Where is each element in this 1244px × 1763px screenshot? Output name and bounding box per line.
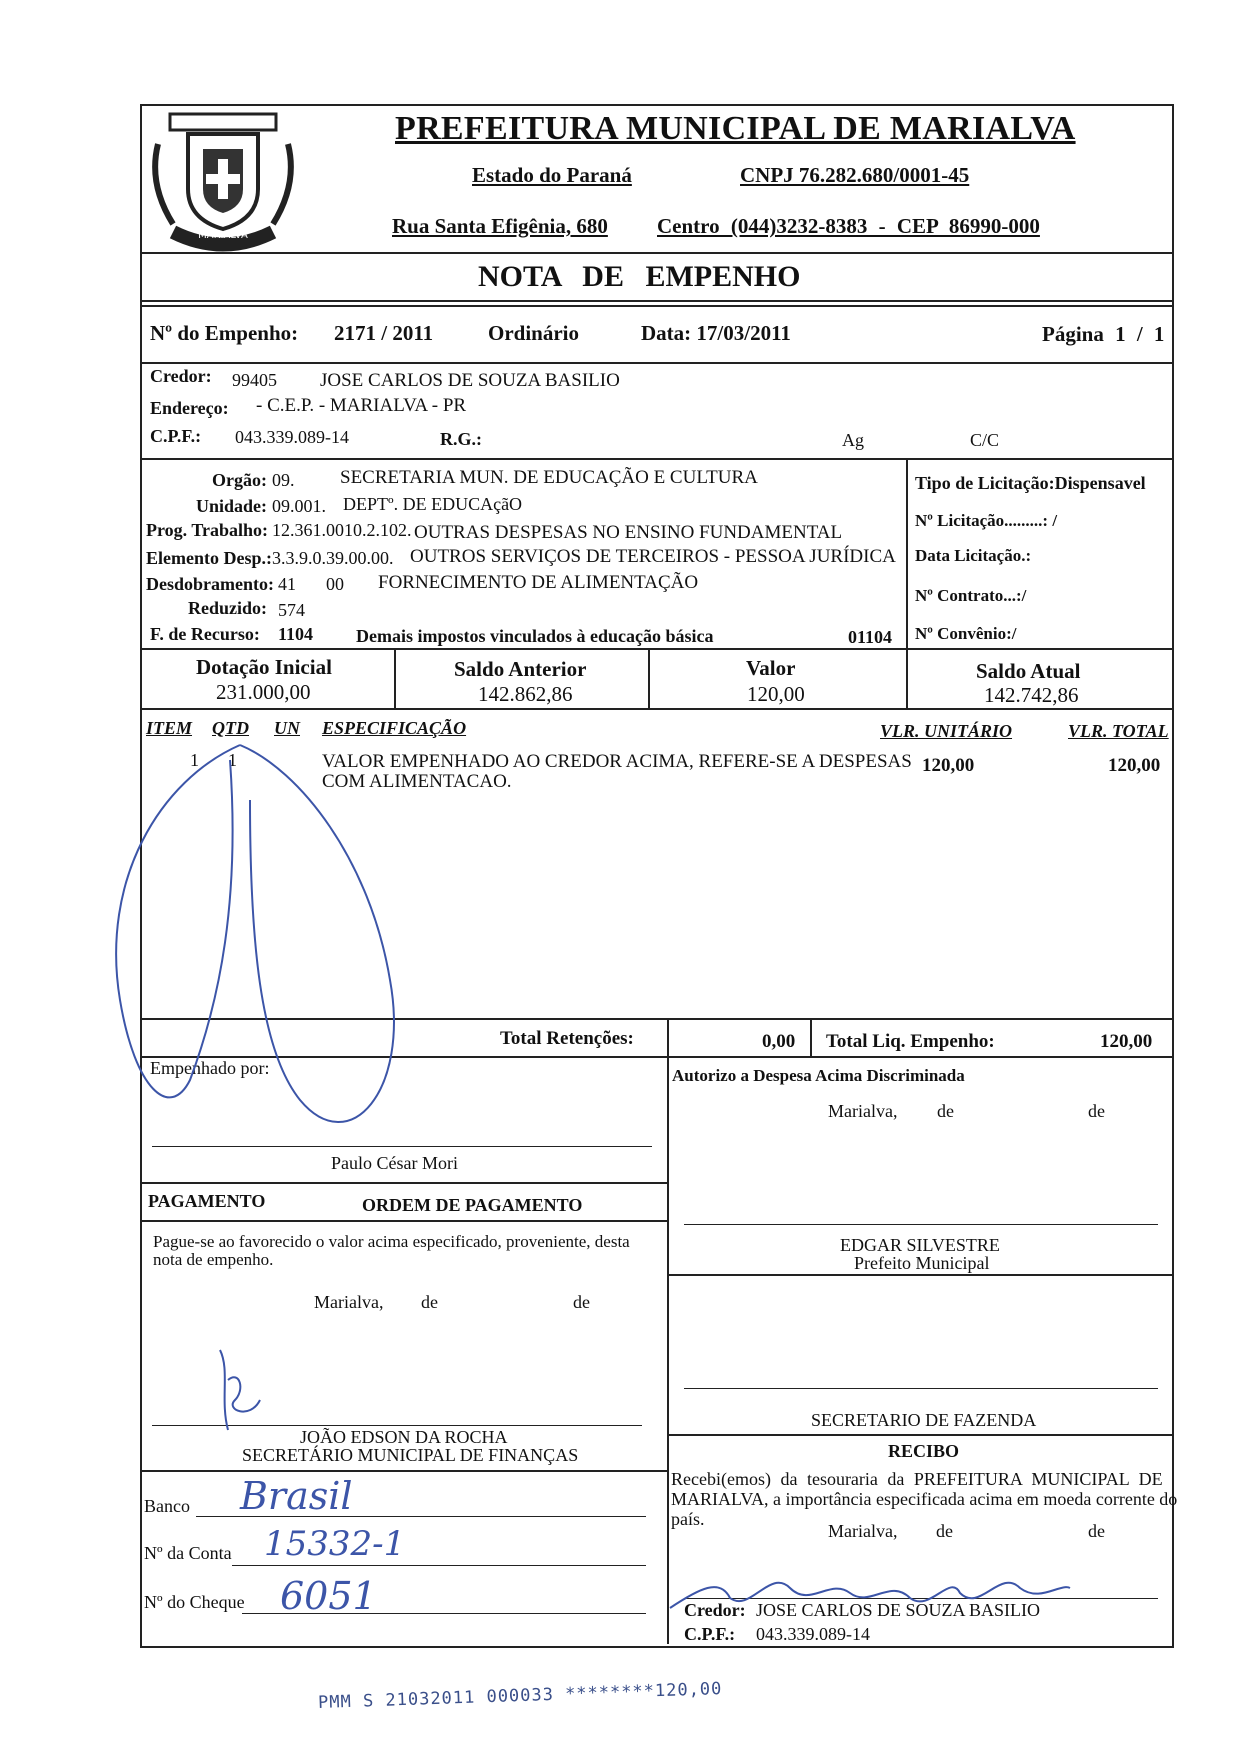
handwritten-banco: Brasil: [240, 1474, 353, 1518]
total-retencoes-label: Total Retenções:: [500, 1028, 634, 1049]
dotacao-value: 231.000,00: [216, 680, 311, 704]
col-un: UN: [274, 718, 300, 738]
valor-value: 120,00: [747, 682, 805, 706]
endereco-value: - C.E.P. - MARIALVA - PR: [256, 395, 467, 416]
numero-licitacao: Nº Licitação.........: /: [915, 511, 1058, 530]
ordem-pagamento-label: ORDEM DE PAGAMENTO: [362, 1195, 583, 1215]
processing-stamp: PMM S 21032011 000033 ********120,00: [317, 1678, 723, 1714]
rg-label: R.G.:: [440, 429, 482, 449]
document-title: NOTA DE EMPENHO: [478, 260, 801, 293]
empenho-number: 2171 / 2011: [334, 321, 434, 345]
handwritten-financas-signature: [210, 1340, 270, 1440]
ag-label: Ag: [842, 430, 864, 450]
reduzido-value: 574: [278, 600, 305, 620]
desdobramento-label: Desdobramento:: [146, 574, 274, 594]
endereco-label: Endereço:: [150, 398, 229, 418]
recibo-cpf-label: C.P.F.:: [684, 1624, 736, 1644]
prog-value: OUTRAS DESPESAS NO ENSINO FUNDAMENTAL: [414, 522, 843, 543]
total-liq-label: Total Liq. Empenho:: [826, 1031, 995, 1052]
fonte-code: 1104: [278, 624, 314, 644]
cpf-value: 043.339.089-14: [235, 427, 349, 447]
total-retencoes-value: 0,00: [762, 1031, 796, 1052]
cc-label: C/C: [970, 430, 1000, 450]
recibo-de2: de: [1088, 1521, 1105, 1541]
prog-label: Prog. Trabalho:: [146, 520, 269, 540]
saldo-atual-value: 142.742,86: [984, 683, 1079, 707]
cheque-label: Nº do Cheque: [144, 1592, 245, 1612]
cpf-label: C.P.F.:: [150, 426, 202, 446]
data-licitacao: Data Licitação.:: [915, 546, 1032, 565]
recibo-label: RECIBO: [888, 1441, 960, 1461]
page-number: Página 1 / 1: [1042, 322, 1165, 346]
row-vlr-total: 120,00: [1108, 755, 1161, 776]
municipal-crest: [148, 104, 298, 254]
banco-label: Banco: [144, 1496, 190, 1516]
unidade-code: 09.001.: [272, 496, 326, 516]
elemento-value: OUTROS SERVIÇOS DE TERCEIROS - PESSOA JURÍDICA: [410, 546, 896, 567]
desdobramento-value: FORNECIMENTO DE ALIMENTAÇÃO: [378, 572, 699, 593]
col-qtd: QTD: [212, 718, 249, 738]
saldo-anterior-label: Saldo Anterior: [454, 657, 587, 681]
recibo-text-1: Recebi(emos) da tesouraria da PREFEITURA MUNICIPAL DE: [671, 1469, 1163, 1489]
numero-contrato: Nº Contrato...:/: [915, 586, 1027, 605]
recibo-text-2: MARIALVA, a importância especificada acima em moeda corrente do: [671, 1489, 1178, 1509]
autorizo-de1: de: [937, 1101, 954, 1121]
pagamento-text-1: Pague-se ao favorecido o valor acima especificado, proveniente, desta: [153, 1232, 630, 1251]
financas-name: JOÃO EDSON DA ROCHA: [300, 1427, 508, 1447]
header-title: PREFEITURA MUNICIPAL DE MARIALVA: [395, 110, 1076, 147]
handwritten-credor-signature: [660, 1558, 1080, 1618]
handwritten-conta: 15332-1: [264, 1524, 406, 1564]
saldo-anterior-value: 142.862,86: [478, 682, 573, 706]
col-especificacao: ESPECIFICAÇÃO: [322, 718, 467, 738]
recibo-cpf-value: 043.339.089-14: [756, 1624, 870, 1644]
row-espec-line1: VALOR EMPENHADO AO CREDOR ACIMA, REFERE-SE A DESPESAS: [322, 751, 912, 772]
fonte-code2: 01104: [848, 627, 893, 647]
svg-text:MARIALVA: MARIALVA: [198, 230, 248, 241]
total-liq-value: 120,00: [1100, 1031, 1153, 1052]
col-vlr-total: VLR. TOTAL: [1068, 721, 1169, 741]
orgao-value: SECRETARIA MUN. DE EDUCAÇÃO E CULTURA: [340, 467, 758, 488]
prefeito-name: EDGAR SILVESTRE: [840, 1235, 1000, 1255]
unidade-label: Unidade:: [196, 496, 268, 516]
header-cnpj: CNPJ 76.282.680/0001-45: [740, 163, 970, 187]
dotacao-label: Dotação Inicial: [196, 655, 332, 679]
autorizo-place: Marialva,: [828, 1101, 898, 1121]
empenho-type: Ordinário: [488, 321, 580, 345]
header-address: Centro (044)3232-8383 - CEP 86990-000: [657, 214, 1040, 238]
credor-code: 99405: [232, 370, 277, 390]
tipo-licitacao: Tipo de Licitação:Dispensavel: [915, 473, 1146, 493]
desdobramento-a: 41: [278, 574, 296, 594]
handwritten-cheque: 6051: [280, 1574, 377, 1618]
header-state: Estado do Paraná: [472, 163, 632, 187]
credor-name: JOSE CARLOS DE SOUZA BASILIO: [320, 370, 620, 391]
empenhado-por-name: Paulo César Mori: [331, 1153, 458, 1173]
elemento-label: Elemento Desp.:: [146, 548, 272, 568]
reduzido-label: Reduzido:: [188, 598, 268, 618]
recibo-de1: de: [936, 1521, 953, 1541]
secretario-fazenda: SECRETARIO DE FAZENDA: [811, 1410, 1037, 1430]
recibo-place: Marialva,: [828, 1521, 898, 1541]
conta-label: Nº da Conta: [144, 1543, 232, 1563]
row-qtd: 1: [228, 750, 237, 770]
pagamento-de1: de: [421, 1292, 438, 1312]
credor-label: Credor:: [150, 366, 212, 386]
desdobramento-b: 00: [326, 574, 344, 594]
autorizo-label: Autorizo a Despesa Acima Discriminada: [672, 1066, 965, 1085]
row-espec-line2: COM ALIMENTACAO.: [322, 771, 512, 792]
col-vlr-unitario: VLR. UNITÁRIO: [880, 721, 1013, 741]
valor-label: Valor: [746, 656, 796, 680]
row-item: 1: [190, 750, 199, 770]
empenho-label: Nº do Empenho:: [150, 321, 299, 345]
financas-role: SECRETÁRIO MUNICIPAL DE FINANÇAS: [242, 1445, 579, 1465]
pagamento-label: PAGAMENTO: [148, 1191, 266, 1211]
empenho-date: Data: 17/03/2011: [641, 321, 791, 345]
recibo-credor-name: JOSE CARLOS DE SOUZA BASILIO: [756, 1600, 1041, 1620]
row-vlr-unitario: 120,00: [922, 755, 975, 776]
unidade-value: DEPTº. DE EDUCAçãO: [343, 494, 523, 514]
recibo-credor-label: Credor:: [684, 1600, 746, 1620]
header-street: Rua Santa Efigênia, 680: [392, 214, 608, 238]
pagamento-text-2: nota de empenho.: [153, 1250, 274, 1269]
elemento-code: 3.3.9.0.39.00.00.: [272, 548, 394, 568]
recibo-text-3: país.: [671, 1509, 705, 1529]
orgao-code: 09.: [272, 470, 295, 490]
saldo-atual-label: Saldo Atual: [976, 659, 1081, 683]
pagamento-place: Marialva,: [314, 1292, 384, 1312]
empenhado-por-label: Empenhado por:: [150, 1058, 270, 1078]
col-item: ITEM: [146, 718, 193, 738]
orgao-label: Orgão:: [212, 470, 267, 490]
fonte-label: F. de Recurso:: [150, 624, 260, 644]
autorizo-de2: de: [1088, 1101, 1105, 1121]
pagamento-de2: de: [573, 1292, 590, 1312]
fonte-value: Demais impostos vinculados à educação básica: [356, 626, 714, 646]
prog-code: 12.361.0010.2.102.: [272, 520, 412, 540]
prefeito-role: Prefeito Municipal: [854, 1253, 990, 1273]
handwritten-empenhado-signature: [100, 740, 420, 1160]
numero-convenio: Nº Convênio:/: [915, 624, 1017, 643]
